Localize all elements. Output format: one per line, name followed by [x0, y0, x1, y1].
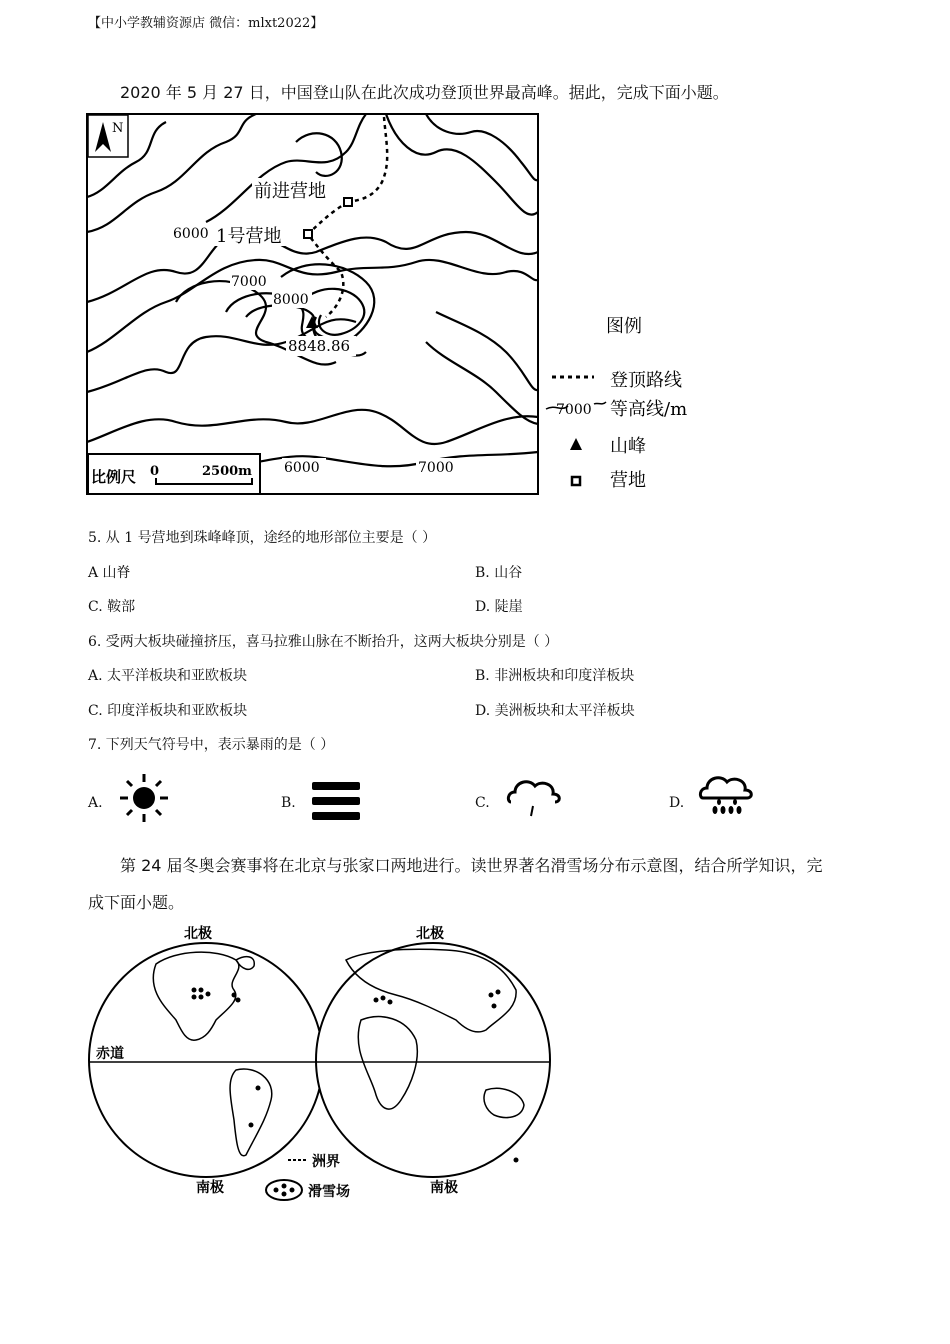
map-frame — [87, 114, 538, 494]
svg-text:0: 0 — [150, 464, 160, 479]
label-north-pole-left: 北极 — [184, 926, 212, 942]
rainstorm-weather-icon[interactable] — [697, 772, 757, 822]
svg-text:营地: 营地 — [610, 470, 646, 491]
label-camp1: 1号营地 — [216, 226, 282, 247]
western-hemisphere — [89, 943, 323, 1177]
question-7-stem: 7. 下列天气符号中，表示暴雨的是（ ） — [88, 737, 335, 753]
q7-option-a-label[interactable]: A. — [88, 795, 103, 811]
svg-text:7000: 7000 — [556, 402, 592, 418]
question-5-stem: 5. 从 1 号营地到珠峰峰顶，途经的地形部位主要是（ ） — [88, 530, 437, 546]
fog-weather-icon[interactable] — [310, 780, 362, 822]
q6-option-c[interactable]: C. 印度洋板块和亚欧板块 — [88, 703, 248, 719]
light-rain-weather-icon[interactable] — [505, 776, 563, 822]
everest-contour-map — [86, 112, 716, 498]
label-contour-6000: 6000 — [173, 226, 209, 242]
q6-option-b[interactable]: B. 非洲板块和印度洋板块 — [475, 668, 635, 684]
label-south-pole-left: 南极 — [196, 1180, 224, 1196]
map-legend — [546, 316, 687, 491]
svg-text:2500m: 2500m — [202, 464, 252, 479]
q7-option-c-label[interactable]: C. — [475, 795, 490, 811]
svg-text:比例尺: 比例尺 — [91, 468, 137, 486]
label-equator: 赤道 — [96, 1046, 124, 1062]
q6-option-a[interactable]: A. 太平洋板块和亚欧板块 — [88, 668, 248, 684]
scale-bar — [88, 454, 260, 494]
forward-camp-marker — [344, 198, 352, 206]
question-6-stem: 6. 受两大板块碰撞挤压，喜马拉雅山脉在不断抬升，这两大板块分别是（ ） — [88, 634, 559, 650]
svg-text:山峰: 山峰 — [610, 436, 646, 457]
q6-option-d[interactable]: D. 美洲板块和太平洋板块 — [475, 703, 635, 719]
q7-option-d-label[interactable]: D. — [669, 795, 685, 811]
svg-text:洲界: 洲界 — [312, 1154, 340, 1170]
label-forward-camp: 前进营地 — [254, 181, 326, 202]
label-summit-elevation: 8848.86 — [288, 337, 351, 355]
world-map-legend — [266, 1154, 350, 1200]
q7-option-b-label[interactable]: B. — [281, 795, 296, 811]
svg-text:N: N — [112, 121, 124, 136]
header-watermark: 【中小学教辅资源店 微信：mlxt2022】 — [88, 16, 324, 31]
svg-text:登顶路线: 登顶路线 — [610, 370, 682, 391]
sunny-weather-icon[interactable] — [116, 772, 172, 824]
q5-option-d[interactable]: D. 陡崖 — [475, 599, 523, 615]
label-contour-7000: 7000 — [231, 274, 267, 290]
svg-text:图例: 图例 — [606, 316, 642, 337]
svg-text:滑雪场: 滑雪场 — [308, 1184, 350, 1200]
q5-option-b[interactable]: B. 山谷 — [475, 565, 523, 581]
label-bottom-6000: 6000 — [284, 460, 320, 476]
label-bottom-7000: 7000 — [418, 460, 454, 476]
label-south-pole-right: 南极 — [430, 1180, 458, 1196]
intro-paragraph-2-line1: 第 24 届冬奥会赛事将在北京与张家口两地进行。读世界著名滑雪场分布示意图，结合所学知识，完 — [120, 856, 823, 875]
intro-paragraph-1: 2020 年 5 月 27 日，中国登山队在此次成功登顶世界最高峰。据此，完成下面小题。 — [120, 83, 729, 102]
q5-option-a[interactable]: A 山脊 — [88, 565, 131, 581]
camp1-marker — [304, 230, 312, 238]
world-ski-resort-map — [86, 920, 566, 1210]
svg-text:等高线/m: 等高线/m — [610, 399, 688, 420]
q5-option-c[interactable]: C. 鞍部 — [88, 599, 136, 615]
north-arrow — [88, 115, 128, 157]
label-north-pole-right: 北极 — [416, 926, 444, 942]
intro-paragraph-2-line2: 成下面小题。 — [88, 893, 185, 912]
eastern-hemisphere — [316, 943, 550, 1177]
label-contour-8000: 8000 — [273, 292, 309, 308]
